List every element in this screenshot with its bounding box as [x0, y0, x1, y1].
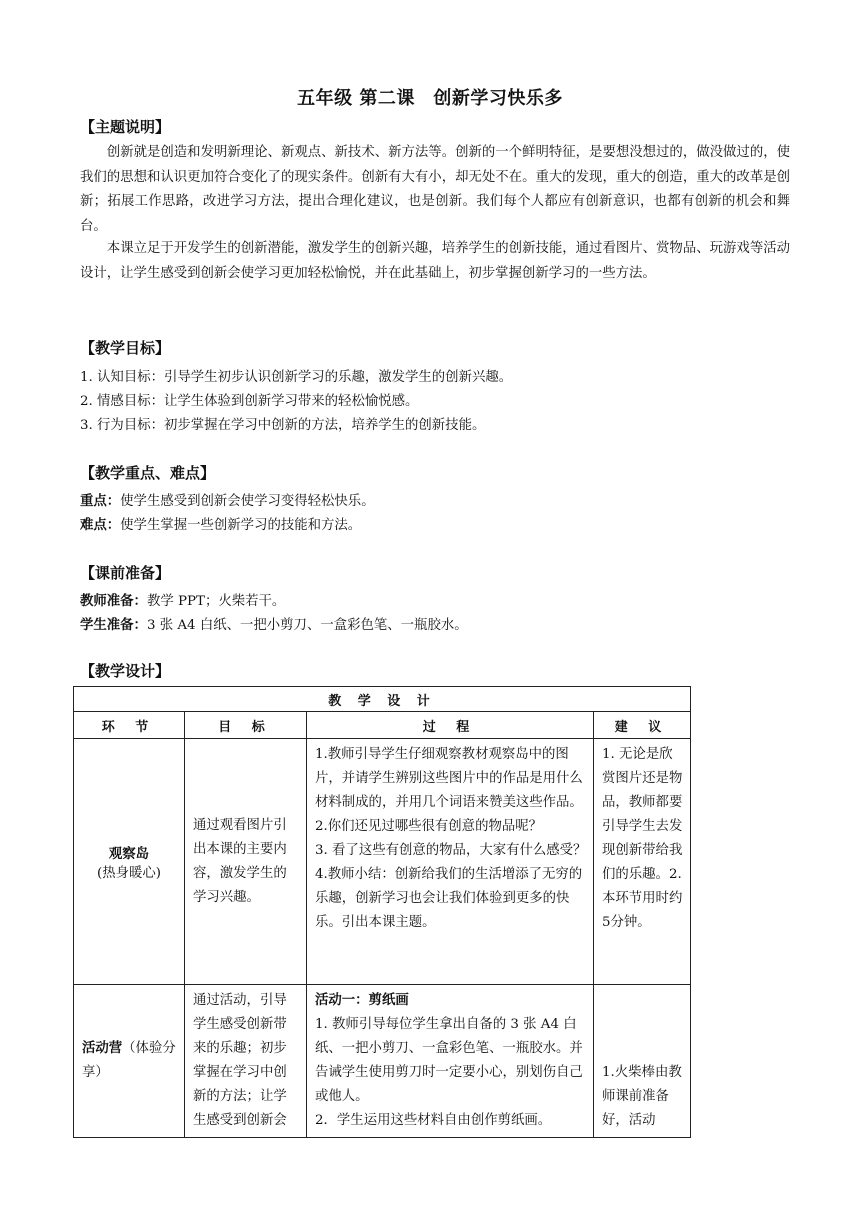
prep-heading: 【课前准备】	[80, 564, 171, 582]
section-name: 观察岛	[108, 846, 150, 862]
focus-line	[80, 490, 375, 509]
process-step: 1. 教师引导每位学生拿出自备的 3 张 A4 白纸、一把小剪刀、一盒彩色笔、一瓶胶水。并告诫学生使用剪刀时一定要小心，别划伤自己或他人。	[315, 1017, 583, 1104]
table-row	[74, 739, 691, 985]
table-row	[74, 985, 691, 1138]
table-header-row	[74, 712, 691, 739]
goals-heading: 【教学目标】	[80, 339, 171, 357]
process-step: 2．学生运用这些材料自由创作剪纸画。	[315, 1113, 552, 1128]
advice-cell: 1.火柴棒由教师课前准备好，活动	[594, 985, 691, 1138]
column-header-advice: 建 议	[594, 712, 691, 739]
process-step: 4.教师小结：创新给我们的生活增添了无穷的乐趣，创新学习也会让我们体验到更多的快乐。引出本课主题。	[315, 867, 583, 930]
process-step: 3. 看了这些有创意的物品，大家有什么感受？	[315, 843, 587, 858]
goal-cell: 通过观看图片引出本课的主要内容，激发学生的学习兴趣。	[185, 739, 307, 985]
teacher-prep-line	[80, 590, 285, 609]
theme-paragraph-1: 创新就是创造和发明新理论、新观点、新技术、新方法等。创新的一个鲜明特征，是要想没想过的，做没做过的，使我们的思想和认识更加符合变化了的现实条件。创新有大有小，却无处不在。重大的发现，重大的创造，重大的改革是创新；拓展工作思路，改进学习方法，提出合理化建议，也是创新。我们每个人都应有创新意识，也都有创新的机会和舞台。	[80, 145, 790, 234]
teacher-prep-label: 教师准备：	[80, 594, 147, 609]
section-cell	[74, 985, 185, 1138]
column-header-goal: 目 标	[185, 712, 307, 739]
process-cell	[307, 739, 594, 985]
teaching-design-table	[73, 686, 691, 1138]
section-cell	[74, 739, 185, 985]
theme-heading: 【主题说明】	[80, 118, 171, 136]
column-header-section: 环 节	[74, 712, 185, 739]
process-step: 1.教师引导学生仔细观察教材观察岛中的图片，并请学生辨别这些图片中的作品是用什么材料制成的，并用几个词语来赞美这些作品。	[315, 747, 583, 810]
goal-item-2: 2. 情感目标：让学生体验到创新学习带来的轻松愉悦感。	[80, 394, 419, 409]
section-subtitle: (热身暖心)	[96, 865, 161, 881]
goal-cell: 通过活动，引导学生感受创新带来的乐趣；初步掌握在学习中创新的方法；让学生感受到创新会	[185, 985, 307, 1138]
column-header-process: 过 程	[307, 712, 594, 739]
process-activity-title: 活动一：剪纸画	[315, 993, 409, 1008]
student-prep-label: 学生准备：	[80, 618, 147, 633]
theme-paragraph-2: 本课立足于开发学生的创新潜能，激发学生的创新兴趣，培养学生的创新技能，通过看图片、赏物品、玩游戏等活动设计，让学生感受到创新会使学习更加轻松愉悦，并在此基础上，初步掌握创新学习的一些方法。	[80, 241, 790, 281]
section-subtitle: （体验分享）	[82, 1041, 176, 1080]
design-heading: 【教学设计】	[80, 662, 171, 680]
advice-cell: 1. 无论是欣赏图片还是物品，教师都要引导学生去发现创新带给我们的乐趣。2. 本环节用时约5分钟。	[594, 739, 691, 985]
teacher-prep-text: 教学 PPT；火柴若干。	[146, 594, 286, 609]
student-prep-line	[80, 614, 468, 633]
difficulty-text: 使学生掌握一些创新学习的技能和方法。	[120, 518, 362, 533]
goal-item-1: 1. 认知目标：引导学生初步认识创新学习的乐趣，激发学生的创新兴趣。	[80, 370, 513, 385]
keypoints-heading: 【教学重点、难点】	[80, 464, 216, 482]
difficulty-label: 难点：	[80, 518, 121, 533]
goal-item-3: 3. 行为目标：初步掌握在学习中创新的方法，培养学生的创新技能。	[80, 418, 486, 433]
process-cell	[307, 985, 594, 1138]
student-prep-text: 3 张 A4 白纸、一把小剪刀、一盒彩色笔、一瓶胶水。	[146, 618, 468, 633]
table-title: 教 学 设 计	[74, 687, 691, 712]
section-name: 活动营	[82, 1041, 123, 1056]
difficulty-line	[80, 514, 361, 533]
focus-label: 重点：	[80, 494, 121, 509]
focus-text: 使学生感受到创新会使学习变得轻松快乐。	[120, 494, 375, 509]
lesson-title: 五年级 第二课 创新学习快乐多	[297, 88, 563, 109]
process-step: 2.你们还见过哪些很有创意的物品呢？	[315, 819, 543, 834]
